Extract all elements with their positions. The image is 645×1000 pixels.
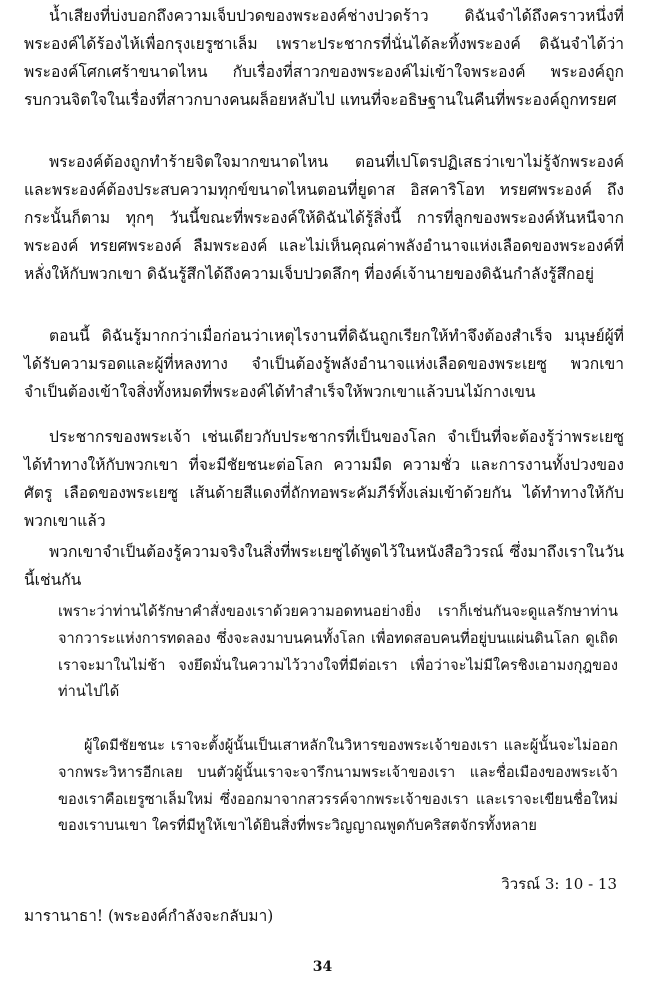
body-paragraph-1: น้ำเสียงที่บ่งบอกถึงความเจ็บปวดของพระองค์ช่างปวดร้าว ดิฉันจำได้ถึงคราวหนึ่งที่พระองค์ได้ร้องไห้เพื่อกรุงเยรูซาเล็ม เพราะประชากรที่นั่นได้ละทิ้งพระองค์ ดิฉันจำได้ว่าพระองค์โศกเศร้าขนาดไหน กับเรื่องที่สาวกของพระองค์ไม่เข้าใจพระองค์ พระองค์ถูกรบกวนจิตใจในเรื่องที่สาวกบางคนผล็อยหลับไป แทนที่จะอธิษฐานในคืนที่พระองค์ถูกทรยศ [24, 7, 624, 110]
quote-paragraph-1: เพราะว่าท่านได้รักษาคำสั่งของเราด้วยความอดทนอย่างยิ่ง เราก็เช่นกันจะดูแลรักษาท่านจากวาระแห่งการทดลอง ซึ่งจะลงมาบนคนทั้งโลก เพื่อทดสอบคนที่อยู่บนแผ่นดินโลก ดูเถิดเราจะมาในไม่ช้า จงยึดมั่นในความไว้วางใจที่มีต่อเรา เพื่อว่าจะไม่มีใครชิงเอามงกุฎของท่านไปได้ [58, 603, 618, 701]
quote-paragraph-2: ผู้ใดมีชัยชนะ เราจะตั้งผู้นั้นเป็นเสาหลักในวิหารของพระเจ้าของเรา และผู้นั้นจะไม่ออกจากพระวิหารอีกเลย บนตัวผู้นั้นเราจะจารึกนามพระเจ้าของเรา และชื่อเมืองของพระเจ้าของเราคือเยรูซาเล็มใหม่ ซึ่งออกมาจากสวรรค์จากพระเจ้าของเรา และเราจะเขียนชื่อใหม่ของเราบนเขา ใครที่มีหูให้เขาได้ยินสิ่งที่พระวิญญาณพูดกับคริสตจักรทั้งหลาย [58, 737, 618, 835]
body-paragraph-3: ตอนนี้ ดิฉันรู้มากกว่าเมื่อก่อนว่าเหตุไรงานที่ดิฉันถูกเรียกให้ทำจึงต้องสำเร็จ มนุษย์ผู้ที่ได้รับความรอดและผู้ที่หลงทาง จำเป็นต้องรู้พลังอำนาจแห่งเลือดของพระเยซู พวกเขาจำเป็นต้องเข้าใจสิ่งทั้งหมดที่พระองค์ได้ทำสำเร็จให้พวกเขาแล้วบนไม้กางเขน [24, 327, 624, 402]
body-paragraph-5: พวกเขาจำเป็นต้องรู้ความจริงในสิ่งที่พระเยซูได้พูดไว้ในหนังสือวิวรณ์ ซึ่งมาถึงเราในวันนี้เช่นกัน [24, 543, 624, 590]
scripture-reference: วิวรณ์ 3: 10 - 13 [501, 875, 617, 893]
body-paragraph-2: พระองค์ต้องถูกทำร้ายจิตใจมากขนาดไหน ตอนที่เปโตรปฏิเสธว่าเขาไม่รู้จักพระองค์และพระองค์ต้องประสบความทุกข์ขนาดไหนตอนที่ยูดาส อิสคาริโอท ทรยศพระองค์ ถึงกระนั้นก็ตาม ทุกๆ วันนี้ขณะที่พระองค์ให้ดิฉันได้รู้สิ่งนี้ การที่ลูกของพระองค์หันหนีจากพระองค์ ทรยศพระองค์ ลืมพระองค์ และไม่เห็นคุณค่าพลังอำนาจแห่งเลือดของพระองค์ที่หลั่งให้กับพวกเขา ดิฉันรู้สึกได้ถึงความเจ็บปวดลึกๆ ที่องค์เจ้านายของดิฉันกำลังรู้สึกอยู่ [24, 153, 624, 284]
body-paragraph-4: ประชากรของพระเจ้า เช่นเดียวกับประชากรที่เป็นของโลก จำเป็นที่จะต้องรู้ว่าพระเยซูได้ทำทางให้กับพวกเขา ที่จะมีชัยชนะต่อโลก ความมืด ความชั่ว และการงานทั้งปวงของศัตรู เลือดของพระเยซู เส้นด้ายสีแดงที่ถักทอพระคัมภีร์ทั้งเล่มเข้าด้วยกัน ได้ทำทางให้กับพวกเขาแล้ว [24, 428, 624, 531]
page-number: 34 [312, 959, 333, 975]
closing-line: มารานาธา! (พระองค์กำลังจะกลับมา) [24, 907, 274, 925]
